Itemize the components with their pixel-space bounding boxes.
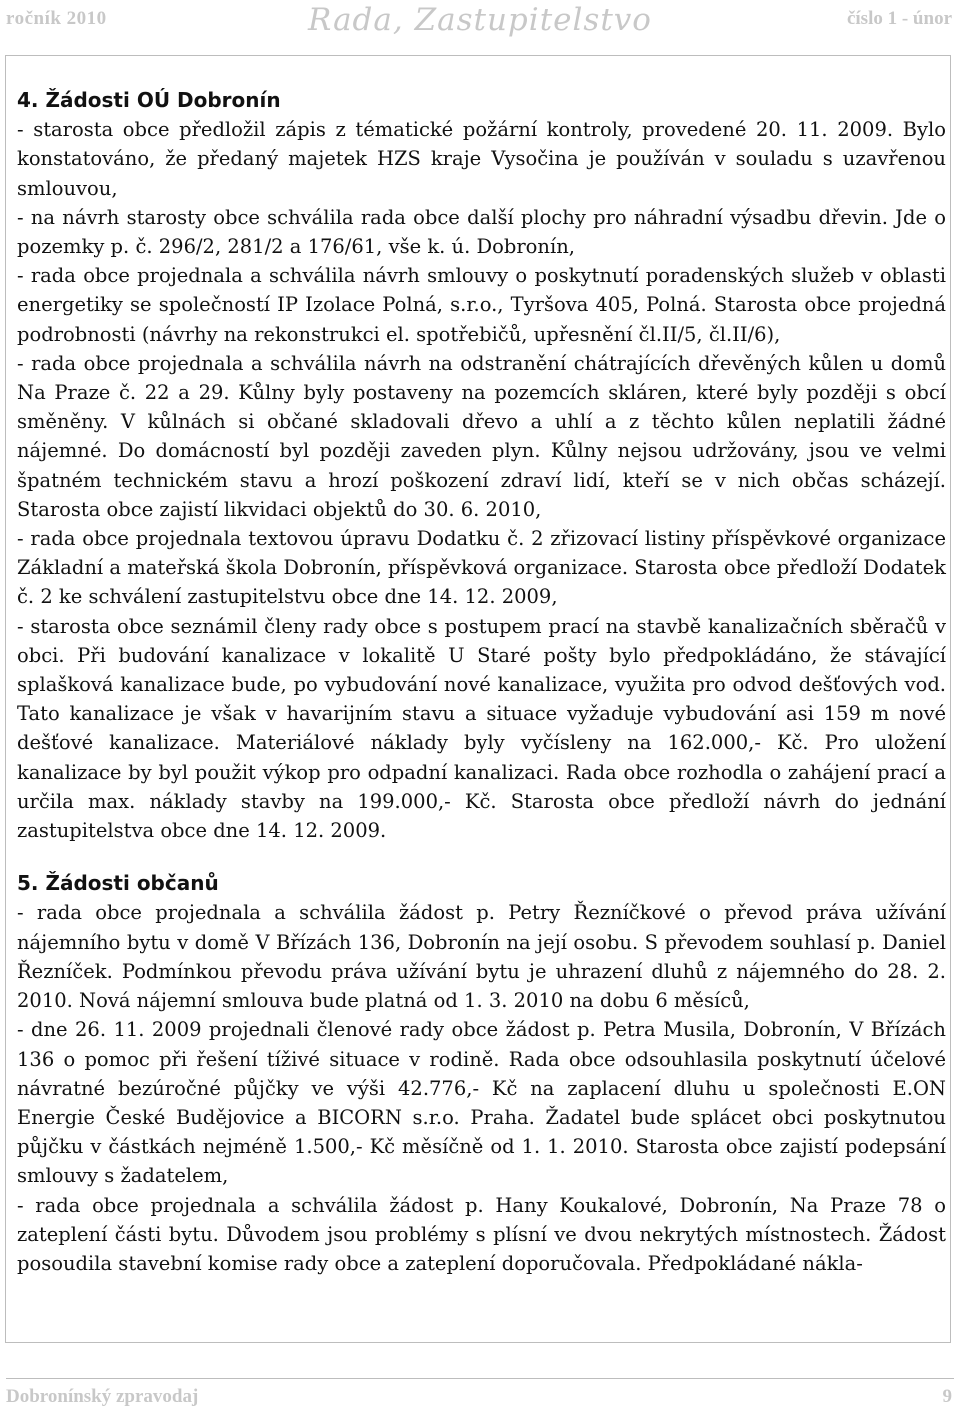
section-title-5: 5. Žádosti občanů — [17, 871, 219, 896]
publication-name: Dobronínský zpravodaj — [6, 1386, 199, 1407]
paragraph: - starosta obce předložil zápis z tématické požární kontroly, provedené 20. 11. 2009. Bylo konstatováno, že předaný majetek HZS kraje Vysočina je používán v souladu s uzavřenou smlouvou, — [17, 118, 946, 200]
page-number: 9 — [942, 1386, 952, 1407]
page-footer — [0, 1378, 960, 1419]
page-header — [0, 0, 960, 44]
section-spacer — [17, 845, 946, 869]
paragraph: - rada obce projednala a schválila návrh na odstranění chátrajících dřevěných kůlen u domů Na Praze č. 22 a 29. Kůlny byly postaveny na pozemcích skláren, které byly později s obcí směněny. V kůlnách si občané skladovali dřevo a uhlí a z těchto kůlen neplatili žádné nájemné. Do domácností byl později zaveden plyn. Kůlny nejsou udržovány, jsou ve velmi špatném technickém stavu a hrozí poškození zdraví lidí, kteří se v nich občas scházejí. Starosta obce zajistí likvidaci objektů do 30. 6. 2010, — [17, 351, 946, 521]
paragraph: - na návrh starosty obce schválila rada obce další plochy pro náhradní výsadbu dřevin. Jde o pozemky p. č. 296/2, 281/2 a 176/61, vše k. ú. Dobronín, — [17, 205, 946, 259]
footer-divider — [6, 1378, 954, 1379]
volume-label: ročník 2010 — [6, 8, 107, 29]
section-heading: Rada, Zastupitelstvo — [308, 2, 652, 38]
issue-label: číslo 1 - únor — [846, 8, 952, 29]
article-body — [17, 86, 946, 1278]
paragraph: - rada obce projednala a schválila žádost p. Hany Koukalové, Dobronín, Na Praze 78 o zateplení části bytu. Důvodem jsou problémy s plísní ve dvou nekrytých místnostech. Žádost posoudila stavební komise rady obce a zateplení doporučovala. Předpokládané nákla- — [17, 1193, 946, 1275]
paragraph: - rada obce projednala a schválila žádost p. Petry Řezníčkové o převod práva užívání nájemního bytu v domě V Břízách 136, Dobronín na její osobu. S převodem souhlasí p. Daniel Řezníček. Podmínkou převodu práva užívání bytu je uhrazení dluhů z nájemného do 28. 2. 2010. Nová nájemní smlouva bude platná od 1. 3. 2010 na dobu 6 měsíců, — [17, 901, 946, 1013]
paragraph: - rada obce projednala textovou úpravu Dodatku č. 2 zřizovací listiny příspěvkové organizace Základní a mateřská škola Dobronín, příspěvková organizace. Starosta obce předloží Dodatek č. 2 ke schválení zastupitelstvu obce dne 14. 12. 2009, — [17, 527, 946, 609]
paragraph: - dne 26. 11. 2009 projednali členové rady obce žádost p. Petra Musila, Dobronín, V Břízách 136 o pomoc při řešení tíživé situace v rodině. Rada obce odsouhlasila poskytnutí účelové návratné bezúročné půjčky ve výši 42.776,- Kč na zaplacení dluhu u společnosti E.ON Energie České Budějovice a BICORN s.r.o. Praha. Žadatel bude splácet obci poskytnutou půjčku v částkách nejméně 1.500,- Kč měsíčně od 1. 1. 2010. Starosta obce zajistí podepsání smlouvy s žadatelem, — [17, 1018, 946, 1188]
paragraph: - rada obce projednala a schválila návrh smlouvy o poskytnutí poradenských služeb v oblasti energetiky se společností IP Izolace Polná, s.r.o., Tyršova 405, Polná. Starosta obce projedná podrobnosti (návrhy na rekonstrukci el. spotřebičů, upřesnění čl.II/5, čl.II/6), — [17, 264, 946, 346]
paragraph: - starosta obce seznámil členy rady obce s postupem prací na stavbě kanalizačních sběračů v obci. Při budování kanalizace v lokalitě U Staré pošty bylo předpokládáno, že stávající splašková kanalizace bude, po vybudování nové kanalizace, využita pro odvod dešťových vod. Tato kanalizace je však v havarijním stavu a situace vyžaduje vybudování asi 159 m nové dešťové kanalizace. Materiálové náklady byly vyčísleny na 162.000,- Kč. Pro uložení kanalizace by byl použit výkop pro odpadní kanalizaci. Rada obce rozhodla o zahájení prací a určila max. náklady stavby na 199.000,- Kč. Starosta obce předloží návrh do jednání zastupitelstva obce dne 14. 12. 2009. — [17, 614, 946, 843]
section-title-4: 4. Žádosti OÚ Dobronín — [17, 88, 281, 112]
